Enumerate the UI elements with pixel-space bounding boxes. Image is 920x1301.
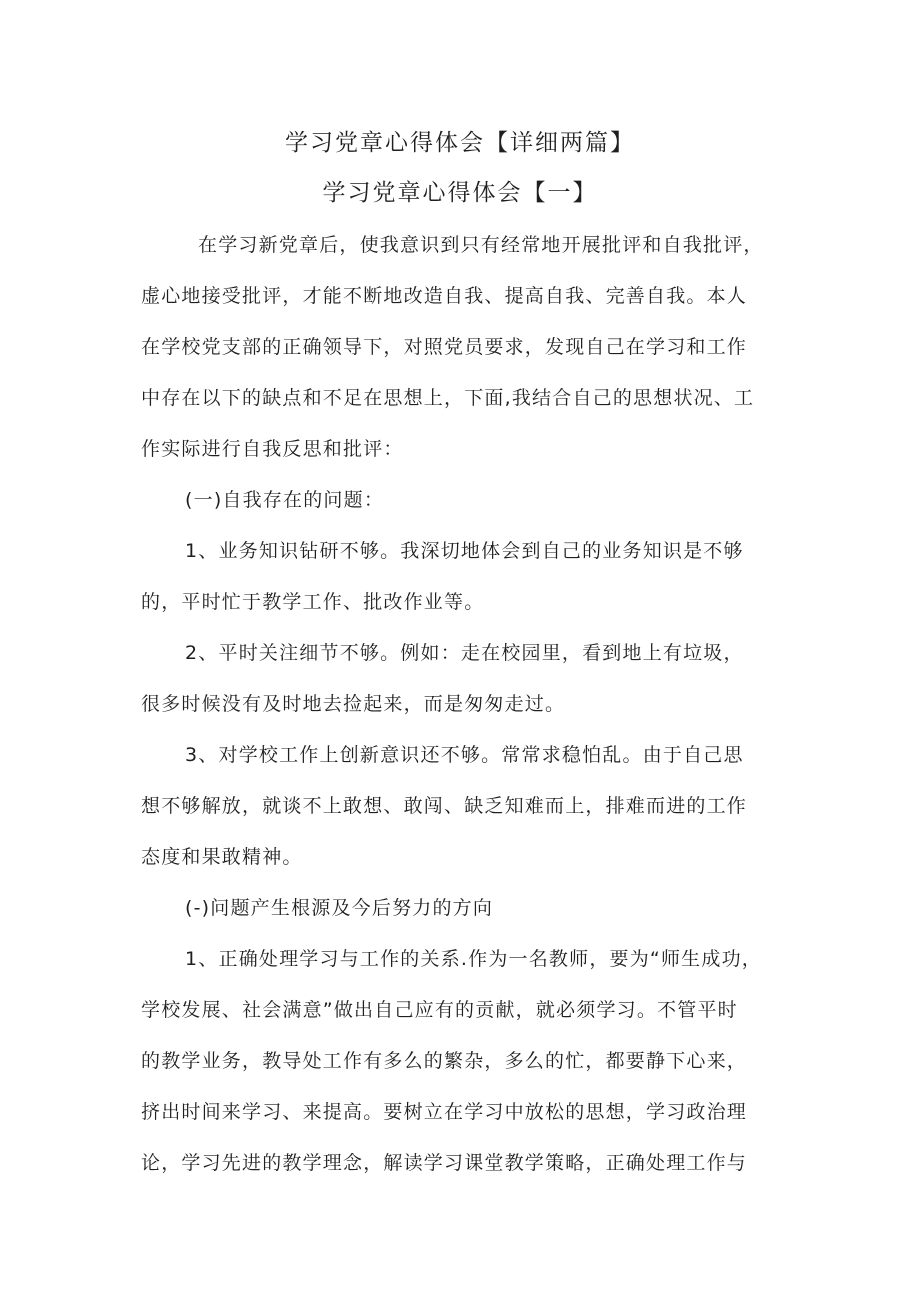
- text-line: 3、对学校工作上创新意识还不够。常常求稳怕乱。由于自己思: [185, 744, 744, 766]
- text-line: 学校发展、社会满意”做出自己应有的贡献，就必须学习。不管平时: [141, 999, 738, 1021]
- section-heading: (-)问题产生根源及今后努力的方向: [185, 897, 494, 919]
- text-line: 虚心地接受批评，才能不断地改造自我、提高自我、完善自我。本人: [141, 285, 748, 307]
- text-line: 想不够解放，就谈不上敢想、敢闯、缺乏知难而上，排难而进的工作: [141, 795, 748, 817]
- text-line: 态度和果敢精神。: [141, 846, 303, 868]
- text-line: 中存在以下的缺点和不足在思想上，下面,我结合自己的思想状况、工: [141, 387, 755, 409]
- text-line: 2、平时关注细节不够。例如：走在校园里，看到地上有垃圾，: [185, 642, 744, 664]
- section-heading: (一)自我存在的问题：: [185, 489, 385, 511]
- text-line: 作实际进行自我反思和批评：: [141, 438, 404, 460]
- text-line: 的，平时忙于教学工作、批改作业等。: [141, 591, 485, 613]
- text-line: 的教学业务，教导处工作有多么的繁杂，多么的忙，都要静下心来，: [141, 1050, 748, 1072]
- document-title: 学习党章心得体会【详细两篇】: [285, 130, 635, 156]
- text-line: 挤出时间来学习、来提高。要树立在学习中放松的思想，学习政治理: [141, 1101, 748, 1123]
- document-subtitle: 学习党章心得体会【一】: [322, 180, 598, 206]
- text-line: 很多时候没有及时地去捡起来，而是匆匆走过。: [141, 693, 566, 715]
- text-line: 论，学习先进的教学理念，解读学习课堂教学策略，正确处理工作与: [141, 1152, 748, 1174]
- text-line: 在学校党支部的正确领导下，对照党员要求，发现自己在学习和工作: [141, 336, 748, 358]
- text-line: 1、业务知识钻研不够。我深切地体会到自己的业务知识是不够: [185, 540, 744, 562]
- text-line: 在学习新党章后，使我意识到只有经常地开展批评和自我批评，: [198, 234, 764, 256]
- text-line: 1、正确处理学习与工作的关系.作为一名教师，要为“师生成功，: [185, 948, 762, 970]
